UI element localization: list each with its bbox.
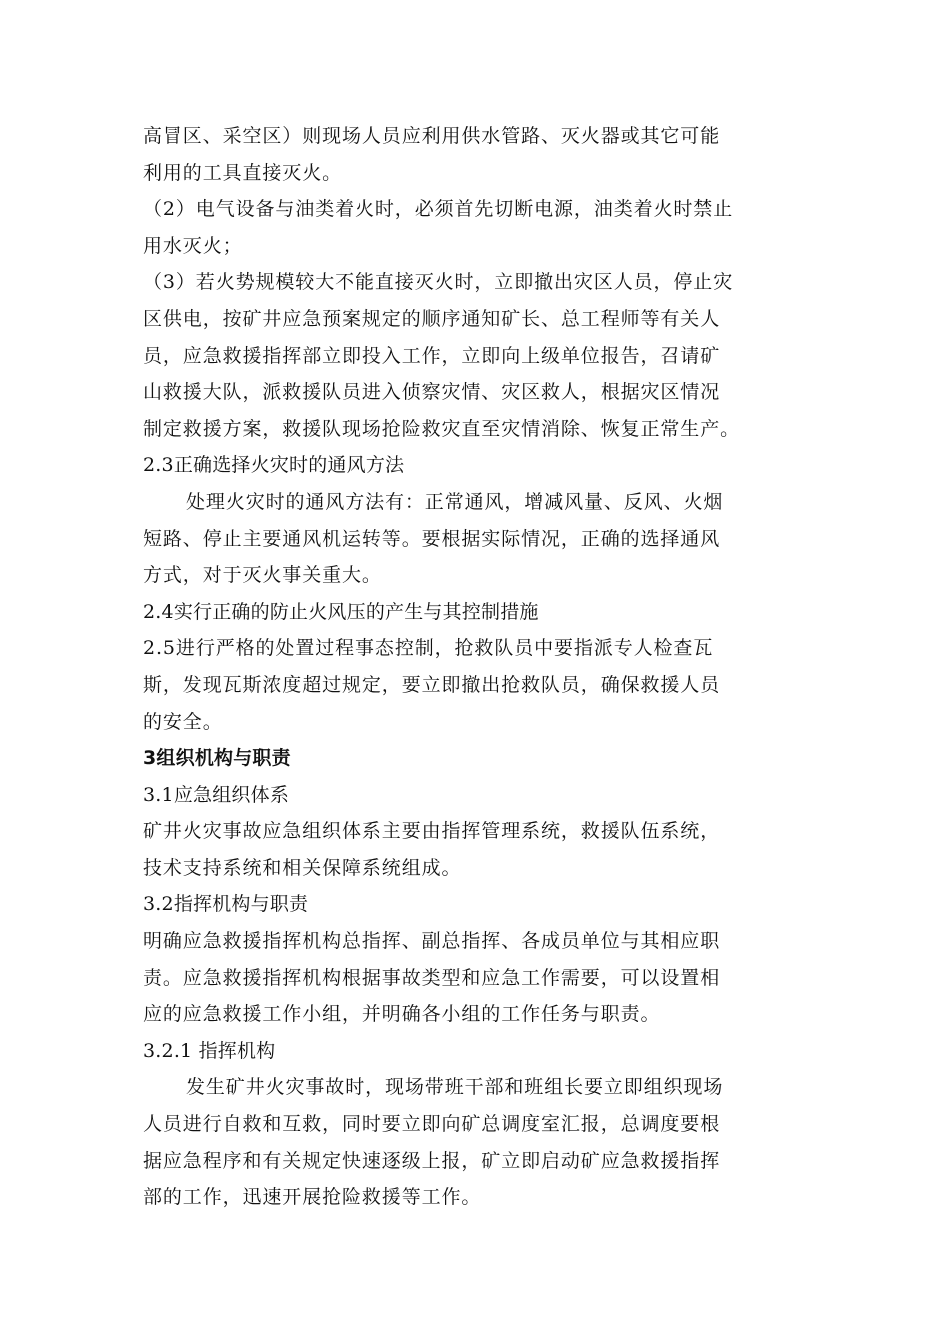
paragraph-line: 应的应急救援工作小组，并明确各小组的工作任务与职责。: [143, 1003, 661, 1026]
paragraph-line: 2.5进行严格的处置过程事态控制，抢救队员中要指派专人检查瓦: [143, 637, 714, 660]
section-heading-3-1: 3.1应急组织体系: [143, 783, 290, 806]
paragraph-line: 的安全。: [143, 710, 223, 733]
list-item-line: （2）电气设备与油类着火时，必须首先切断电源，油类着火时禁止: [143, 198, 734, 221]
paragraph-line: 技术支持系统和相关保障系统组成。: [143, 856, 462, 879]
section-heading-2-3: 2.3正确选择火灾时的通风方法: [143, 454, 405, 477]
paragraph-line: 矿井火灾事故应急组织体系主要由指挥管理系统，救援队伍系统，: [143, 820, 721, 843]
paragraph-line: 明确应急救援指挥机构总指挥、副总指挥、各成员单位与其相应职: [143, 930, 721, 953]
chapter-heading-3: 3组织机构与职责: [143, 747, 291, 770]
list-item-line: 用水灭火；: [143, 234, 243, 257]
paragraph-line: 部的工作，迅速开展抢险救援等工作。: [143, 1186, 482, 1209]
list-item-line: （3）若火势规模较大不能直接灭火时，立即撤出灾区人员，停止灾: [143, 271, 734, 294]
list-item-line: 山救援大队，派救援队员进入侦察灾情、灾区救人，根据灾区情况: [143, 381, 721, 404]
section-heading-2-4: 2.4实行正确的防止火风压的产生与其控制措施: [143, 600, 539, 623]
paragraph-line: 人员进行自救和互救，同时要立即向矿总调度室汇报，总调度要根: [143, 1113, 721, 1136]
paragraph-line: 责。应急救援指挥机构根据事故类型和应急工作需要，可以设置相: [143, 966, 721, 989]
list-item-line: 制定救援方案，救援队现场抢险救灾直至灾情消除、恢复正常生产。: [143, 417, 741, 440]
paragraph-line: 利用的工具直接灭火。: [143, 161, 343, 184]
section-heading-3-2: 3.2指挥机构与职责: [143, 893, 309, 916]
list-item-line: 区供电，按矿井应急预案规定的顺序通知矿长、总工程师等有关人: [143, 307, 721, 330]
paragraph-line: 方式，对于灭火事关重大。: [143, 564, 382, 587]
paragraph-line: 短路、停止主要通风机运转等。要根据实际情况，正确的选择通风: [143, 527, 721, 550]
paragraph-line: 高冒区、采空区）则现场人员应利用供水管路、灭火器或其它可能: [143, 125, 721, 147]
paragraph-line: 处理火灾时的通风方法有：正常通风，增减风量、反风、火烟: [186, 490, 724, 513]
list-item-line: 员，应急救援指挥部立即投入工作，立即向上级单位报告，召请矿: [143, 344, 721, 367]
document-body: [143, 118, 808, 1216]
paragraph-line: 发生矿井火灾事故时，现场带班干部和班组长要立即组织现场: [186, 1076, 724, 1099]
paragraph-line: 斯，发现瓦斯浓度超过规定，要立即撤出抢救队员，确保救援人员: [143, 673, 721, 696]
section-heading-3-2-1: 3.2.1 指挥机构: [143, 1039, 276, 1062]
paragraph-line: 据应急程序和有关规定快速逐级上报，矿立即启动矿应急救援指挥: [143, 1149, 721, 1172]
